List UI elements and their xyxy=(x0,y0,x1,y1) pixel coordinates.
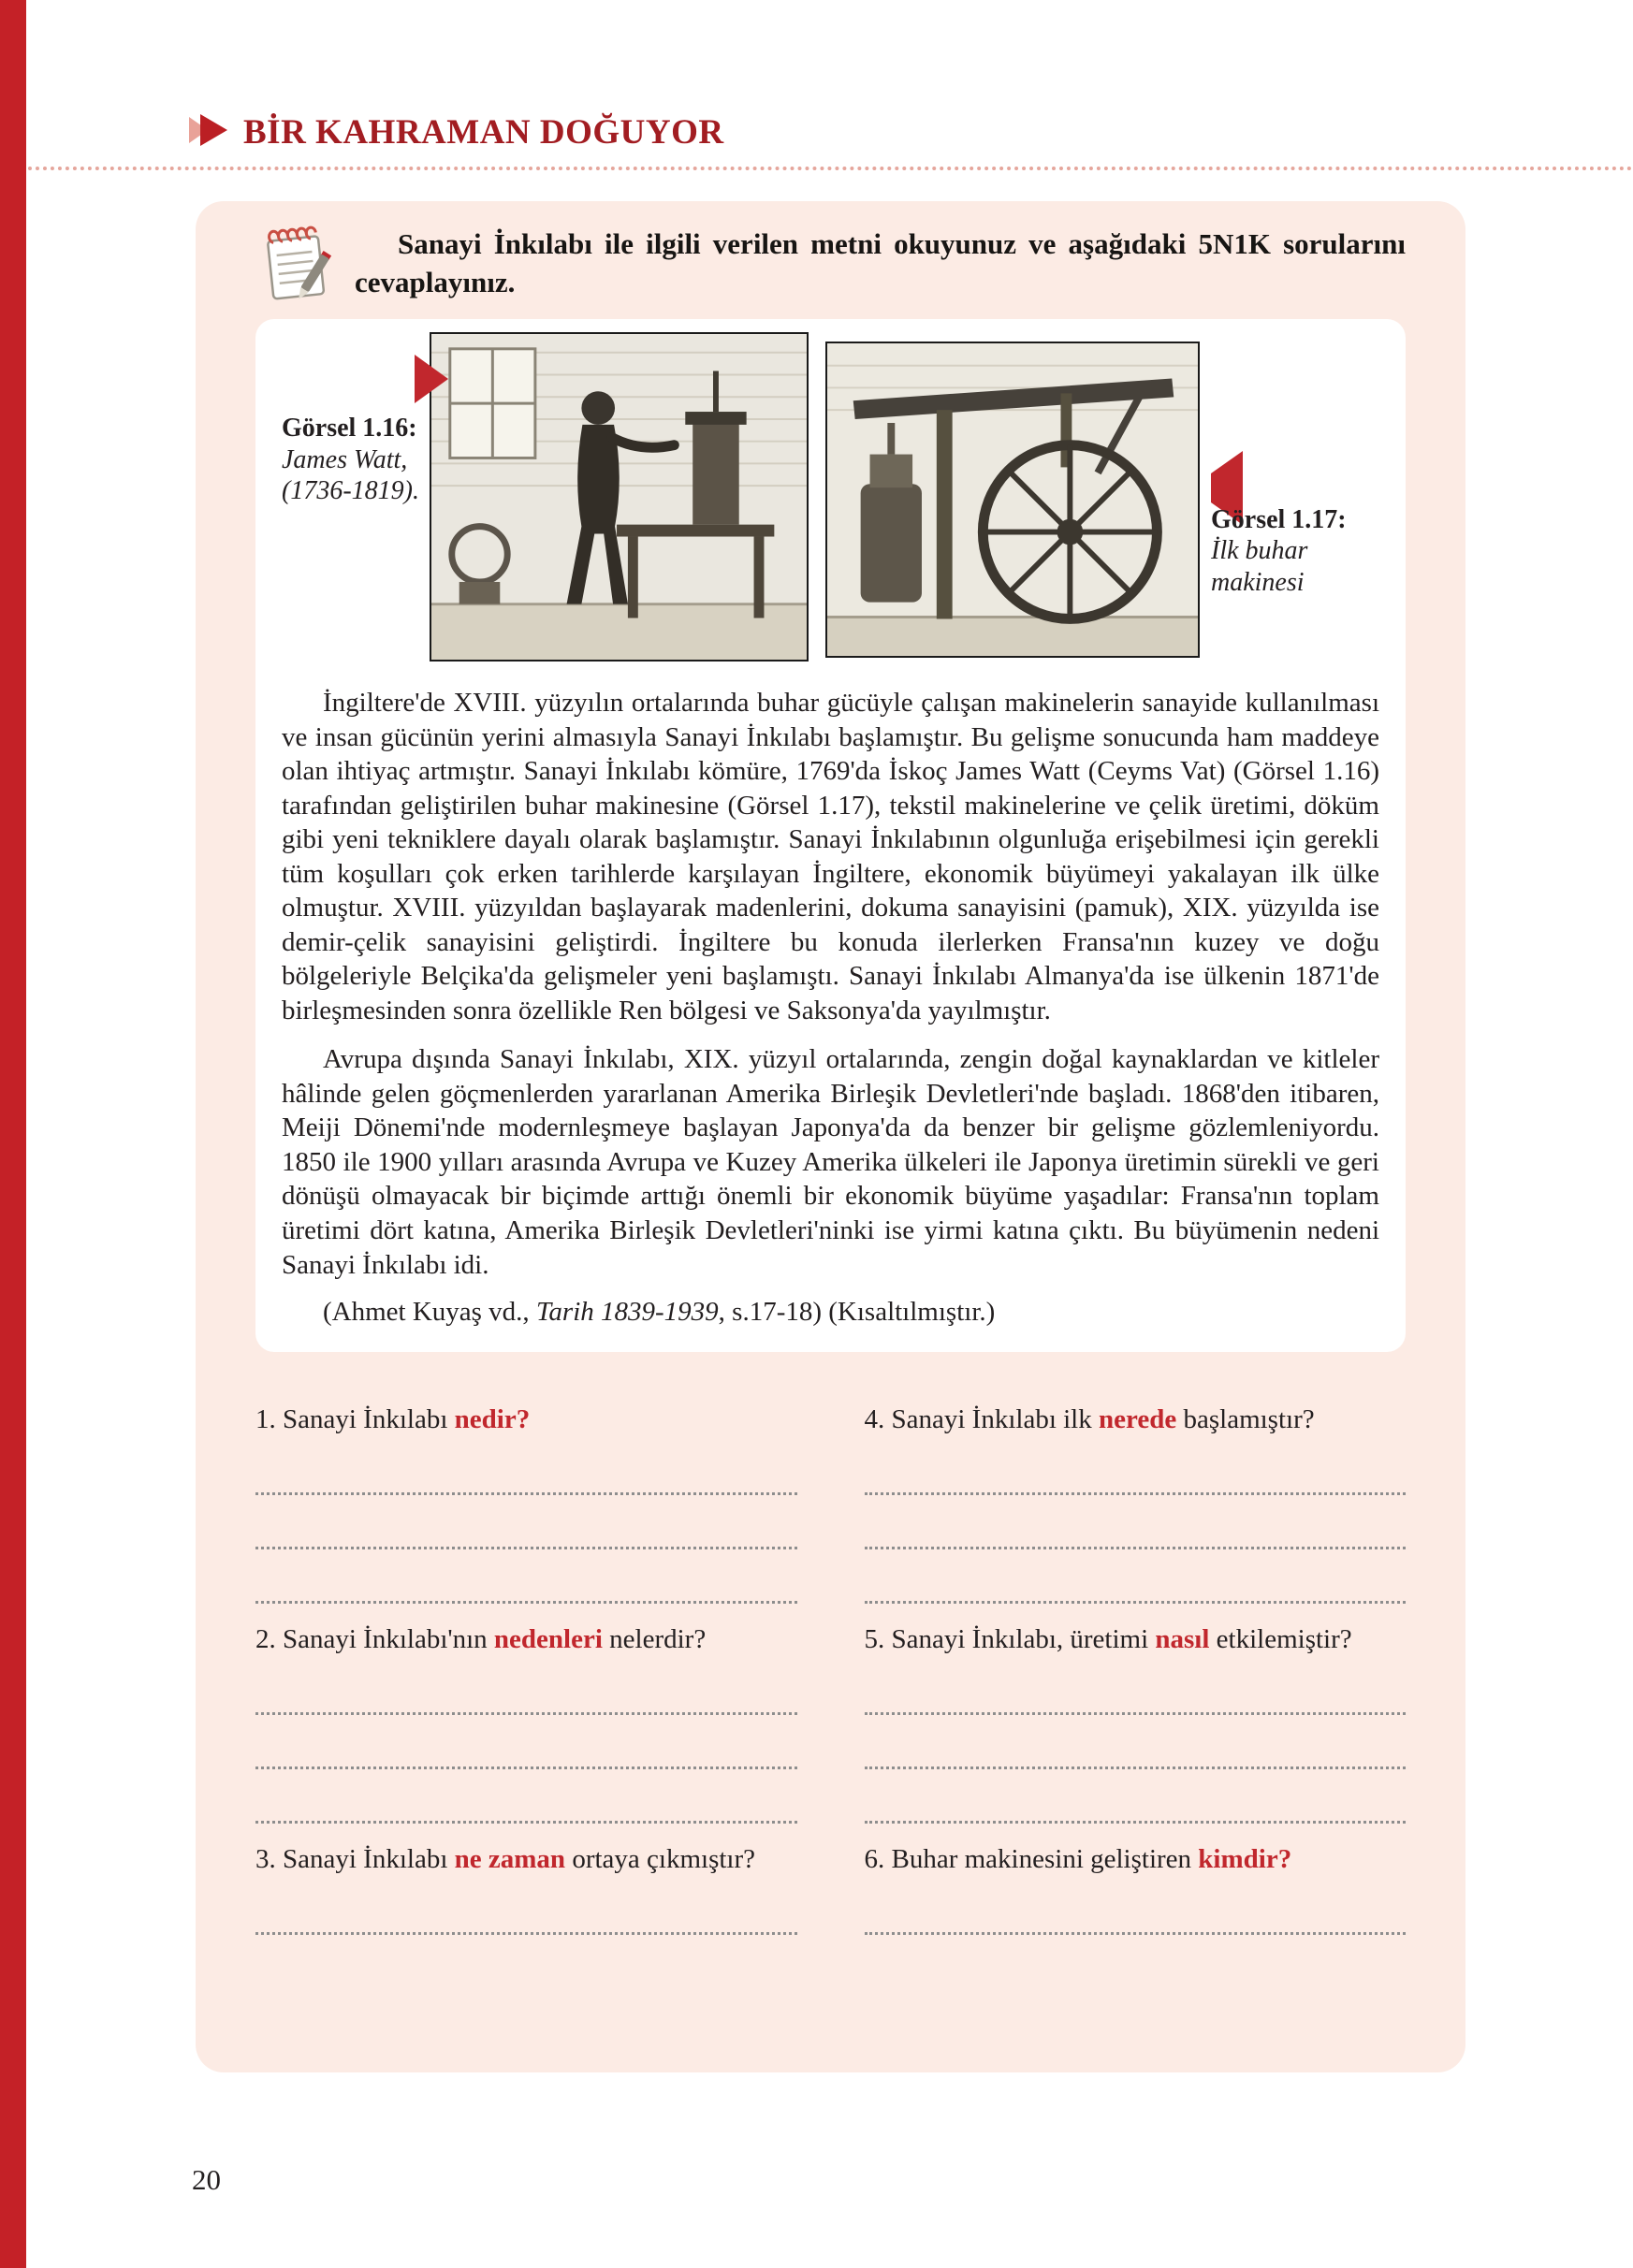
answer-line xyxy=(865,1881,1407,1935)
question-1-text: 1. Sanayi İnkılabı nedir? xyxy=(255,1404,531,1435)
answer-line xyxy=(865,1715,1407,1769)
answer-line xyxy=(865,1769,1407,1824)
answer-line xyxy=(865,1441,1407,1495)
reading-card xyxy=(255,319,1406,1352)
section-header xyxy=(187,112,724,153)
question-2-text: 2. Sanayi İnkılabı'nın nedenleri nelerdir? xyxy=(255,1624,707,1655)
answer-line xyxy=(255,1549,797,1604)
question-6 xyxy=(865,1844,1407,1935)
figure-2-caption xyxy=(1200,332,1359,598)
answer-line xyxy=(865,1549,1407,1604)
page-number: 20 xyxy=(192,2163,221,2196)
james-watt-engraving-image xyxy=(430,332,809,662)
activity-instruction: Sanayi İnkılabı ile ilgili verilen metni okuyunuz ve aşağıdaki 5N1K sorularını cevaplayınız. xyxy=(355,227,1406,298)
answer-line xyxy=(255,1715,797,1769)
page-title: BİR KAHRAMAN DOĞUYOR xyxy=(243,113,724,152)
steam-engine-engraving-image xyxy=(825,342,1200,658)
figure-1-caption xyxy=(282,332,424,507)
question-6-text: 6. Buhar makinesini geliştiren kimdir? xyxy=(864,1844,1292,1875)
james-watt-engraving-drawing xyxy=(431,334,807,660)
figure-2-label: Görsel 1.17: xyxy=(1211,504,1347,534)
questions-column-left xyxy=(255,1404,831,1955)
answer-line xyxy=(865,1661,1407,1715)
steam-engine-engraving-drawing xyxy=(827,343,1198,656)
answer-line xyxy=(255,1661,797,1715)
figure-2-caption-line: makinesi xyxy=(1211,567,1305,597)
question-1 xyxy=(255,1404,797,1604)
questions-column-right xyxy=(831,1404,1407,1955)
figure-1-label: Görsel 1.16: xyxy=(282,414,417,443)
answer-line xyxy=(255,1881,797,1935)
question-5 xyxy=(865,1624,1407,1824)
figure-1-caption-line: (1736-1819). xyxy=(282,476,419,506)
questions-section xyxy=(255,1404,1406,1955)
figure-1-caption-line: James Watt, xyxy=(282,444,408,474)
answer-line xyxy=(865,1495,1407,1549)
double-chevron-icon xyxy=(187,113,230,152)
question-3-text: 3. Sanayi İnkılabı ne zaman ortaya çıkmıştır? xyxy=(255,1844,755,1875)
page-edge-red-bar xyxy=(0,0,26,2268)
reading-paragraph-1: İngiltere'de XVIII. yüzyılın ortalarında buhar gücüyle çalışan makinelerin sanayide kullanılması ve insan gücünün yerini almasıyla Sanayi İnkılabı başlamıştır. Bu gelişme sonucunda ham maddeye olan ihtiyaç artmıştır. Sanayi İnkılabı kömüre, 1769'da İskoç James Watt (Ceyms Vat) (Görsel 1.16) tarafından geliştirilen buhar makinesine (Görsel 1.17), tekstil makinelerine ve çelik üretimi, döküm gibi yeni tekniklere dayalı olarak başlamıştır. Sanayi İnkılabının olgunluğa erişebilmesi için gerekli tüm koşulları çok erken tarihlerde karşılayan İngiltere, ekonomik büyümeyi yakalayan ilk ülke olmuştur. XVIII. yüzyıldan başlayarak madenlerini, dokuma sanayisini (pamuk), XIX. yüzyılda ise demir-çelik sanayisini geliştirdi. İngiltere bu konuda ilerlerken Fransa'nın kuzey ve doğu bölgeleriyle Belçika'da gelişmeler yeni başlamıştı. Sanayi İnkılabı Almanya'da ise ülkenin 1871'de birleşmesinden sonra özellikle Ren bölgesi ve Saksonya'da yayılmıştır. xyxy=(282,688,1379,1025)
source-citation: (Ahmet Kuyaş vd., Tarih 1839-1939, s.17-18) (Kısaltılmıştır.) xyxy=(323,1297,996,1328)
reading-paragraph-2: Avrupa dışında Sanayi İnkılabı, XIX. yüzyıl ortalarında, zengin doğal kaynaklardan ve kitleler hâlinde gelen göçmenlerden yararlanan Amerika Birleşik Devletleri'nde başladı. 1868'den itibaren, Meiji Dönemi'nde modernleşmeye başlayan Japonya'da da benzer bir gelişme gözlemleniyordu. 1850 ile 1900 yılları arasında Avrupa ve Kuzey Amerika ülkeleri ile Japonya üretimin sürekli ve geri dönüşü olmayacak bir biçimde arttığı önemli bir ekonomik büyüme yaşadılar: Fransa'nın toplam üretimi dört katına, Amerika Birleşik Devletleri'ninki ise yirmi katına çıktı. Bu büyümenin nedeni Sanayi İnkılabı idi. xyxy=(282,1044,1379,1280)
figures-row xyxy=(282,332,1379,662)
answer-line xyxy=(255,1769,797,1824)
header-dotted-divider xyxy=(28,167,1633,170)
notebook-pencil-icon xyxy=(255,220,334,306)
answer-line xyxy=(255,1495,797,1549)
question-4-text: 4. Sanayi İnkılabı ilk nerede başlamıştır? xyxy=(864,1404,1315,1435)
question-5-text: 5. Sanayi İnkılabı, üretimi nasıl etkilemiştir? xyxy=(864,1624,1352,1655)
instruction-row xyxy=(255,220,1406,306)
red-arrow-right-icon xyxy=(415,355,448,403)
question-2 xyxy=(255,1624,797,1824)
answer-line xyxy=(255,1441,797,1495)
activity-panel xyxy=(196,201,1465,2072)
figure-2-caption-line: İlk buhar xyxy=(1211,536,1308,566)
question-4 xyxy=(865,1404,1407,1604)
question-3 xyxy=(255,1844,797,1935)
